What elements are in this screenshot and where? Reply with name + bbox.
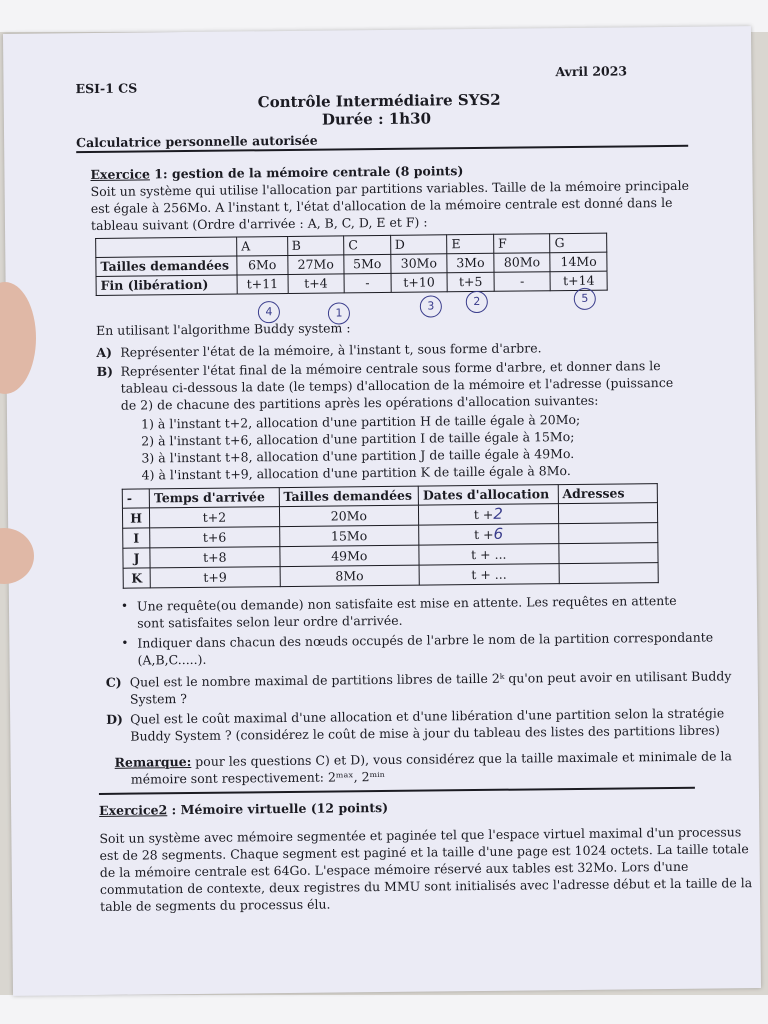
row-label: Fin (libération) [96,275,237,295]
exercise1-title-rest: 1: gestion de la mémoire centrale (8 points) [149,163,464,182]
exam-duration: Durée : 1h30 [321,109,432,129]
table-cell: 3Mo [447,253,494,272]
alloc-text: t + ... [471,566,507,583]
alloc-text: t + [473,506,494,523]
exam-title: Contrôle Intermédiaire SYS2 [257,90,501,112]
partition-id: J [123,548,150,568]
handwritten-mark: 4 [258,301,280,323]
partition-id: H [122,508,149,528]
column-header: Dates d'allocation [418,485,558,505]
table-cell: 20Mo [279,505,419,526]
table-cell: t+14 [550,271,607,291]
table-cell: t+4 [288,274,345,294]
allocation-result-table [122,483,659,589]
column-header: Temps d'arrivée [149,488,279,508]
remark-text: pour les questions C) et D), vous considérez que la taille maximale et minimale de la [191,748,732,770]
question-a-label: A) [96,344,113,360]
ex2-text-line: commutation de contexte, deux registres du MMU sont initialisés avec l'adresse début et la taille de la [99,875,753,897]
table-row [123,563,658,589]
table-cell: t+10 [391,273,448,293]
table-cell: 80Mo [494,253,551,273]
table-cell: 27Mo [287,255,344,275]
partition-id: I [123,528,150,548]
address-cell [558,523,658,544]
row-label: Tailles demandées [96,256,237,276]
handwritten-mark: 1 [328,302,350,324]
table-row [96,271,607,295]
handwritten-value: 6 [493,524,504,543]
question-d-line1: Quel est le coût maximal d'une allocation et d'une libération d'une partition selon la stratégie [130,705,725,727]
address-cell [559,563,659,584]
table-cell: - [494,272,551,292]
ex2-text-line: table de segments du processus élu. [100,896,331,914]
table-cell: t+8 [150,547,280,568]
handwritten-mark: 3 [420,295,442,317]
ex1-intro-line2: est égale à 256Mo. A l'instant t, l'état d'allocation de la mémoire centrale est donné dans le [90,194,673,217]
column-header: - [122,489,149,508]
allocation-table [95,233,608,296]
ex1-intro-line1: Soit un système qui utilise l'allocation par partitions variables. Taille de la mémoire principale [90,177,690,200]
question-b-label: B) [96,363,114,379]
calculator-note: Calculatrice personnelle autorisée [76,132,318,151]
question-a-text: Représenter l'état de la mémoire, à l'instant t, sous forme d'arbre. [120,340,542,360]
table-cell: t+5 [447,272,494,291]
table-cell: - [344,273,391,292]
column-header: Adresses [558,484,658,504]
bullet-dot: • [120,598,129,613]
column-header: B [287,236,344,256]
address-cell [558,503,658,524]
exam-sheet [3,26,761,996]
table-cell: 6Mo [237,255,288,275]
operation-item: 2) à l'instant t+6, allocation d'une partition I de taille égale à 15Mo; [141,428,575,449]
exercise1-label: Exercice [90,166,150,183]
table-cell [419,504,559,525]
ex2-text-line: de la mémoire centrale est 64Go. L'espace mémoire réservé aux tables est 32Mo. Lors d'une [99,858,689,880]
address-cell [558,543,658,564]
handwritten-value: 2 [493,504,503,523]
question-b-line2: tableau ci-dessous la date (le temps) d'allocation de la mémoire et l'adresse (puissance [120,374,674,396]
exercise2-title [99,800,388,819]
question-d-label: D) [106,711,124,727]
table-cell: 14Mo [550,252,607,272]
table-cell: t+6 [150,527,280,548]
column-header: E [447,234,494,253]
question-d-line2: Buddy System ? (considérez le coût de mise à jour du tableau des listes des partitions libres) [130,722,720,744]
table-cell [419,564,559,585]
handwritten-mark: 5 [574,288,596,310]
question-c-label: C) [105,674,122,690]
alloc-text: t + [473,526,494,543]
question-b-line1: Représenter l'état final de la mémoire centrale sous forme d'arbre, et donner dans le [120,358,661,379]
ex2-text-line: Soit un système avec mémoire segmentée et paginée tel que l'espace virtuel maximal d'un processus [99,824,742,846]
column-header: F [493,234,550,254]
remark-line1 [115,748,732,770]
table-cell: 30Mo [390,254,447,274]
ex1-intro-line3: tableau suivant (Ordre d'arrivée : A, B, C, D, E et F) : [90,214,428,234]
table-cell: 8Mo [280,565,420,586]
question-c-line1: Quel est le nombre maximal de partitions libres de taille 2ᵏ qu'on peut avoir en utilisant Buddy [129,668,732,690]
bullet-line: (A,B,C.....). [137,651,207,668]
ex2-text-line: est de 28 segments. Chaque segment est paginé et la taille d'une page est 1024 octets. La taille totale [99,841,749,863]
bullet-line: Indiquer dans chacun des nœuds occupés de l'arbre le nom de la partition correspondante [137,629,714,651]
operation-item: 4) à l'instant t+9, allocation d'une partition K de taille égale à 8Mo. [141,463,571,483]
column-header: G [550,233,607,253]
column-header: D [390,235,447,255]
section-rule [99,787,695,795]
background-bottom [0,995,768,1024]
handwritten-mark: 2 [466,291,488,313]
school-label: ESI-1 CS [75,80,138,97]
question-c-line2: System ? [129,691,188,707]
exercise2-title-rest: : Mémoire virtuelle (12 points) [167,799,389,818]
remark-line2: mémoire sont respectivement: 2ᵐᵃˣ, 2ᵐⁱⁿ [130,768,386,787]
column-header: C [344,235,391,254]
table-cell: 15Mo [279,525,419,546]
algorithm-line: En utilisant l'algorithme Buddy system : [96,320,351,338]
table-cell [419,544,559,565]
question-b-line3: de 2) de chacune des partitions après les opérations d'allocation suivantes: [120,392,599,413]
table-cell: t+9 [150,567,280,588]
table-cell: t+2 [150,507,280,528]
table-cell: 49Mo [279,545,419,566]
alloc-text: t + ... [471,546,507,563]
table-cell: 5Mo [344,254,391,273]
bullet-line: Une requête(ou demande) non satisfaite est mise en attente. Les requêtes en attente [136,592,677,614]
operation-item: 3) à l'instant t+8, allocation d'une partition J de taille égale à 49Mo. [141,445,575,466]
remark-label: Remarque: [114,754,192,770]
partition-id: K [123,568,150,588]
bullet-line: sont satisfaites selon leur ordre d'arrivée. [137,612,403,631]
operation-item: 1) à l'instant t+2, allocation d'une partition H de taille égale à 20Mo; [140,411,581,432]
bullet-dot: • [121,635,129,650]
column-header: A [237,236,288,256]
table-cell [96,237,237,257]
column-header: Tailles demandées [279,486,419,506]
table-cell [419,524,559,545]
table-cell: t+11 [237,274,288,294]
exam-date: Avril 2023 [555,63,628,80]
exercise2-label: Exercice2 [99,802,168,818]
